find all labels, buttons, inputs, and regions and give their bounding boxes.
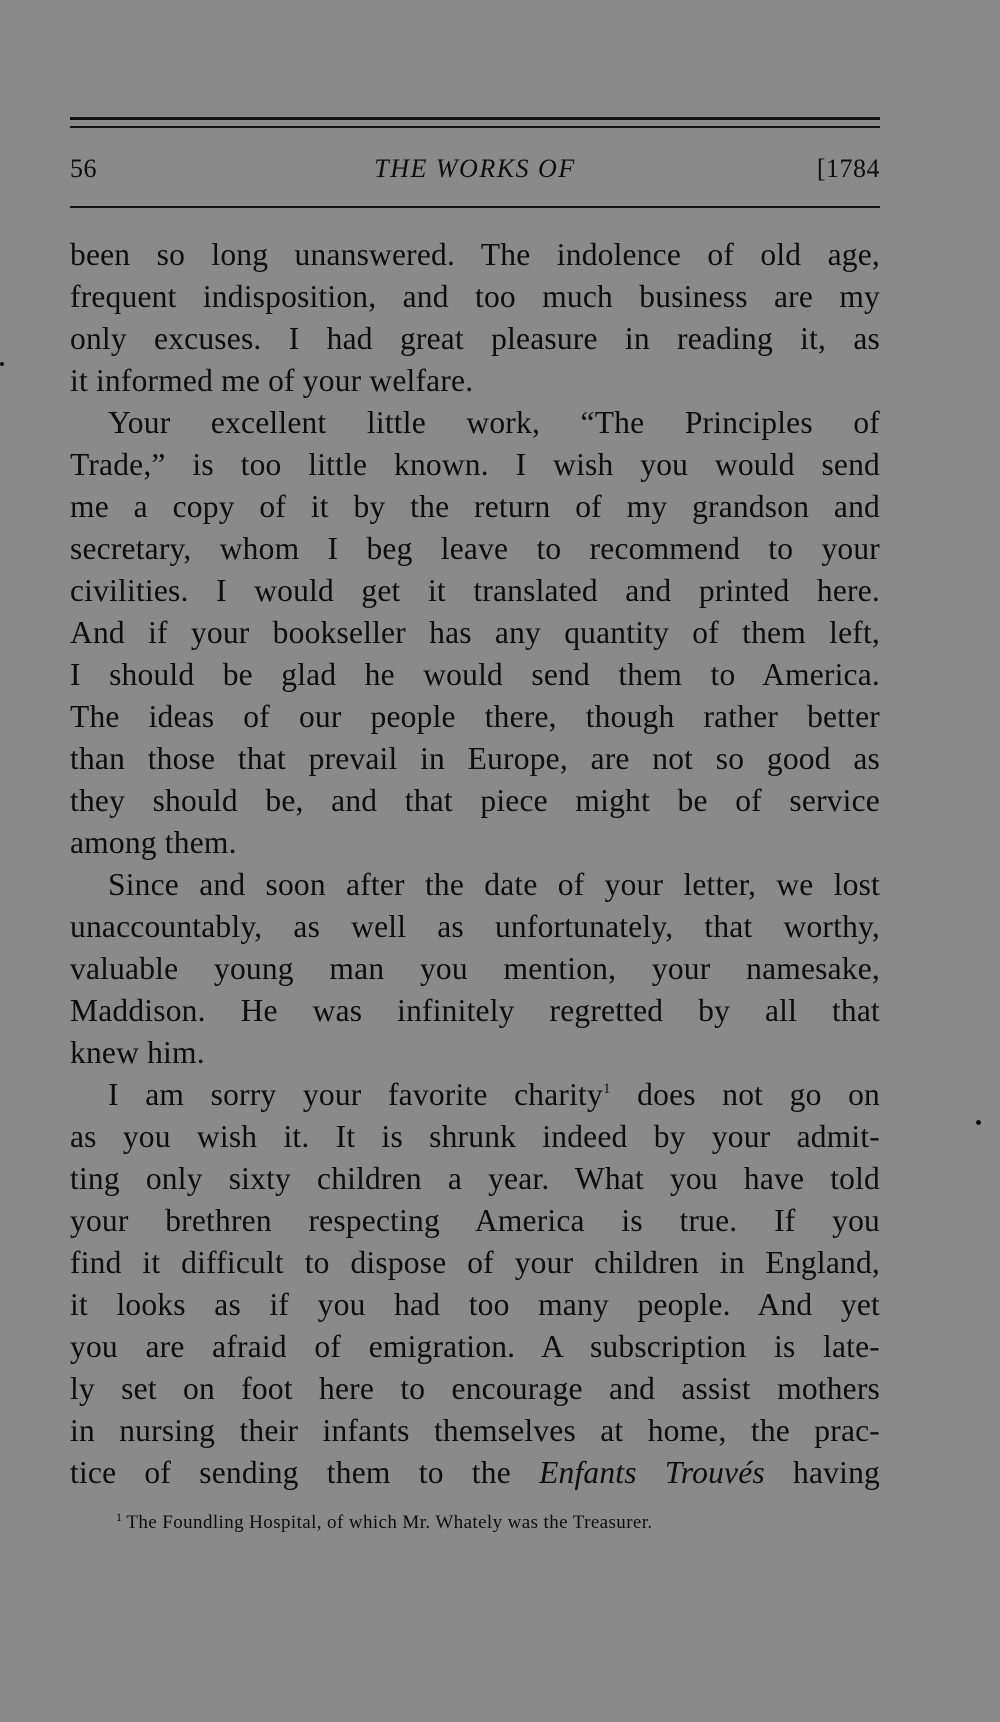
paragraph-2 (70, 402, 880, 864)
ink-speck (976, 1120, 981, 1125)
text-line: valuable young man you mention, your namesake, (70, 951, 880, 986)
paragraph-3 (70, 864, 880, 1074)
text-line: frequent indisposition, and too much business are my (70, 279, 880, 314)
text-line: find it difficult to dispose of your children in England, (70, 1245, 880, 1280)
text-line: Maddison. He was infinitely regretted by all that (70, 993, 880, 1028)
text-run: does not go on (610, 1077, 880, 1112)
text-run: tice of sending them to the (70, 1455, 540, 1490)
text-line: unaccountably, as well as unfortunately, that worthy, (70, 909, 880, 944)
ink-speck (0, 362, 4, 366)
running-title: THE WORKS OF (374, 154, 576, 183)
text-line: Since and soon after the date of your letter, we lost (108, 867, 880, 902)
footnote-reference: 1 (602, 1081, 611, 1097)
text-line: they should be, and that piece might be of service (70, 783, 880, 818)
text-line: it informed me of your welfare. (70, 363, 474, 398)
header-rule-second (70, 126, 880, 128)
text-line: And if your bookseller has any quantity of them left, (70, 615, 880, 650)
text-line: ting only sixty children a year. What you have told (70, 1161, 880, 1196)
footnote-mark: 1 (116, 1510, 123, 1524)
text-line: been so long unanswered. The indolence of old age, (70, 237, 880, 272)
text-line: you are afraid of emigration. A subscription is late- (70, 1329, 880, 1364)
text-line: secretary, whom I beg leave to recommend to your (70, 531, 880, 566)
paragraph-1 (70, 234, 880, 402)
body-text (70, 234, 880, 1494)
text-line: knew him. (70, 1035, 205, 1070)
text-line: civilities. I would get it translated and printed here. (70, 573, 880, 608)
running-head (70, 154, 880, 190)
text-line: Your excellent little work, “The Principles of (108, 405, 880, 440)
page-number: 56 (70, 154, 97, 183)
italic-phrase: Enfants Trouvés (539, 1455, 765, 1490)
text-line: The ideas of our people there, though rather better (70, 699, 880, 734)
text-line: me a copy of it by the return of my grandson and (70, 489, 880, 524)
paragraph-4 (70, 1074, 880, 1494)
text-line: your brethren respecting America is true. If you (70, 1203, 880, 1238)
header-rule-top (70, 117, 880, 120)
footnote (116, 1512, 876, 1534)
text-line: as you wish it. It is shrunk indeed by your admit- (70, 1119, 880, 1154)
text-line: in nursing their infants themselves at home, the prac- (70, 1413, 880, 1448)
text-line: among them. (70, 825, 237, 860)
text-line: only excuses. I had great pleasure in reading it, as (70, 321, 880, 356)
text-line: than those that prevail in Europe, are not so good as (70, 741, 880, 776)
text-line (70, 1452, 880, 1494)
text-run: I am sorry your favorite charity (108, 1077, 603, 1112)
text-line (70, 1074, 880, 1116)
text-line: it looks as if you had too many people. And yet (70, 1287, 880, 1322)
text-run: having (764, 1455, 880, 1490)
running-year: [1784 (816, 154, 880, 183)
book-page (70, 0, 880, 1722)
text-line: ly set on foot here to encourage and assist mothers (70, 1371, 880, 1406)
footnote-text: The Foundling Hospital, of which Mr. Whately was the Treasurer. (126, 1512, 653, 1533)
text-line: Trade,” is too little known. I wish you would send (70, 447, 880, 482)
text-line: I should be glad he would send them to America. (70, 657, 880, 692)
header-rule-bottom (70, 206, 880, 208)
